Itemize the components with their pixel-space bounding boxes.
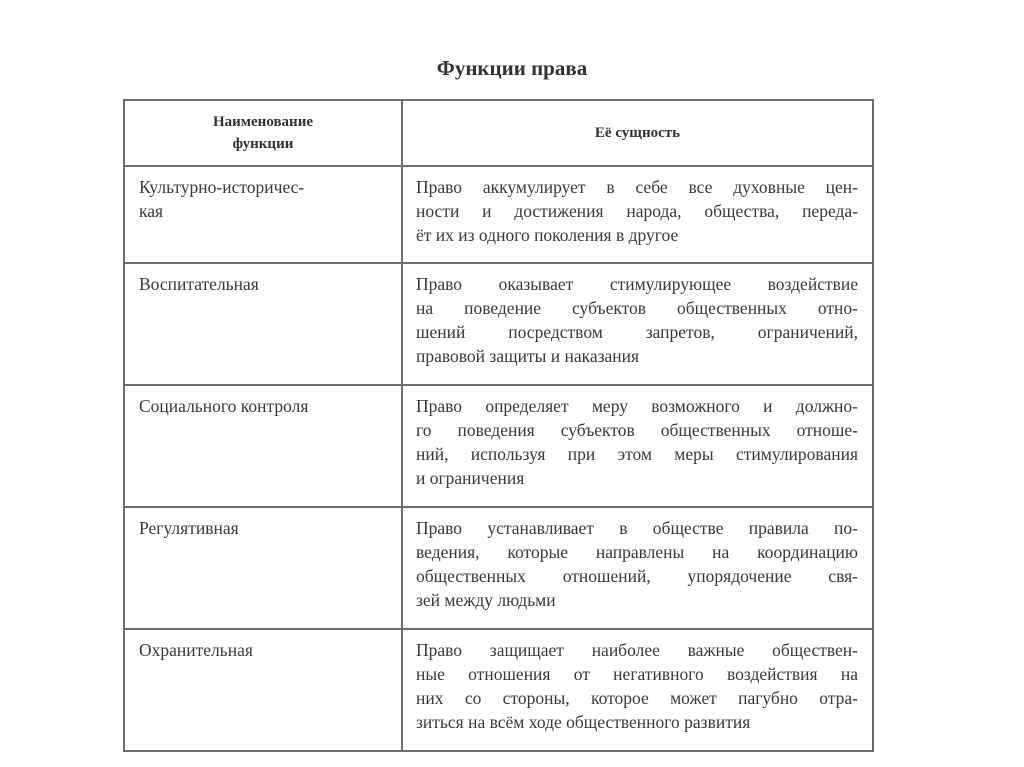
function-essence-cell: Право защищает наиболее важные обществен- ные отношения от негативного воздействия на них со стороны, которое может пагубно отра- зиться на всём ходе общественного развития xyxy=(402,629,873,751)
function-name-cell: Культурно-историчес- кая xyxy=(124,166,402,263)
function-name-cell: Воспитательная xyxy=(124,263,402,385)
function-essence-cell: Право аккумулирует в себе все духовные цен- ности и достижения народа, общества, переда- ёт их из одного поколения в другое xyxy=(402,166,873,263)
function-name-cell: Социального контроля xyxy=(124,385,402,507)
header-essence: Её сущность xyxy=(402,100,873,166)
functions-table xyxy=(123,99,874,752)
table-row xyxy=(124,385,873,507)
function-essence-cell: Право определяет меру возможного и должно- го поведения субъектов общественных отноше- ний, используя при этом меры стимулирования и ограничения xyxy=(402,385,873,507)
page-title: Функции права xyxy=(436,56,588,80)
table-row xyxy=(124,507,873,629)
function-essence-cell: Право устанавливает в обществе правила по- ведения, которые направлены на координацию общественных отношений, упорядочение свя- зей между людьми xyxy=(402,507,873,629)
table-row xyxy=(124,166,873,263)
function-essence-cell: Право оказывает стимулирующее воздействие на поведение субъектов общественных отно- шений посредством запретов, ограничений, правовой защиты и наказания xyxy=(402,263,873,385)
function-name-cell: Регулятивная xyxy=(124,507,402,629)
function-name-cell: Охранительная xyxy=(124,629,402,751)
table-row xyxy=(124,263,873,385)
table-header-row xyxy=(124,100,873,166)
table-row xyxy=(124,629,873,751)
header-function-name: Наименование функции xyxy=(124,100,402,166)
